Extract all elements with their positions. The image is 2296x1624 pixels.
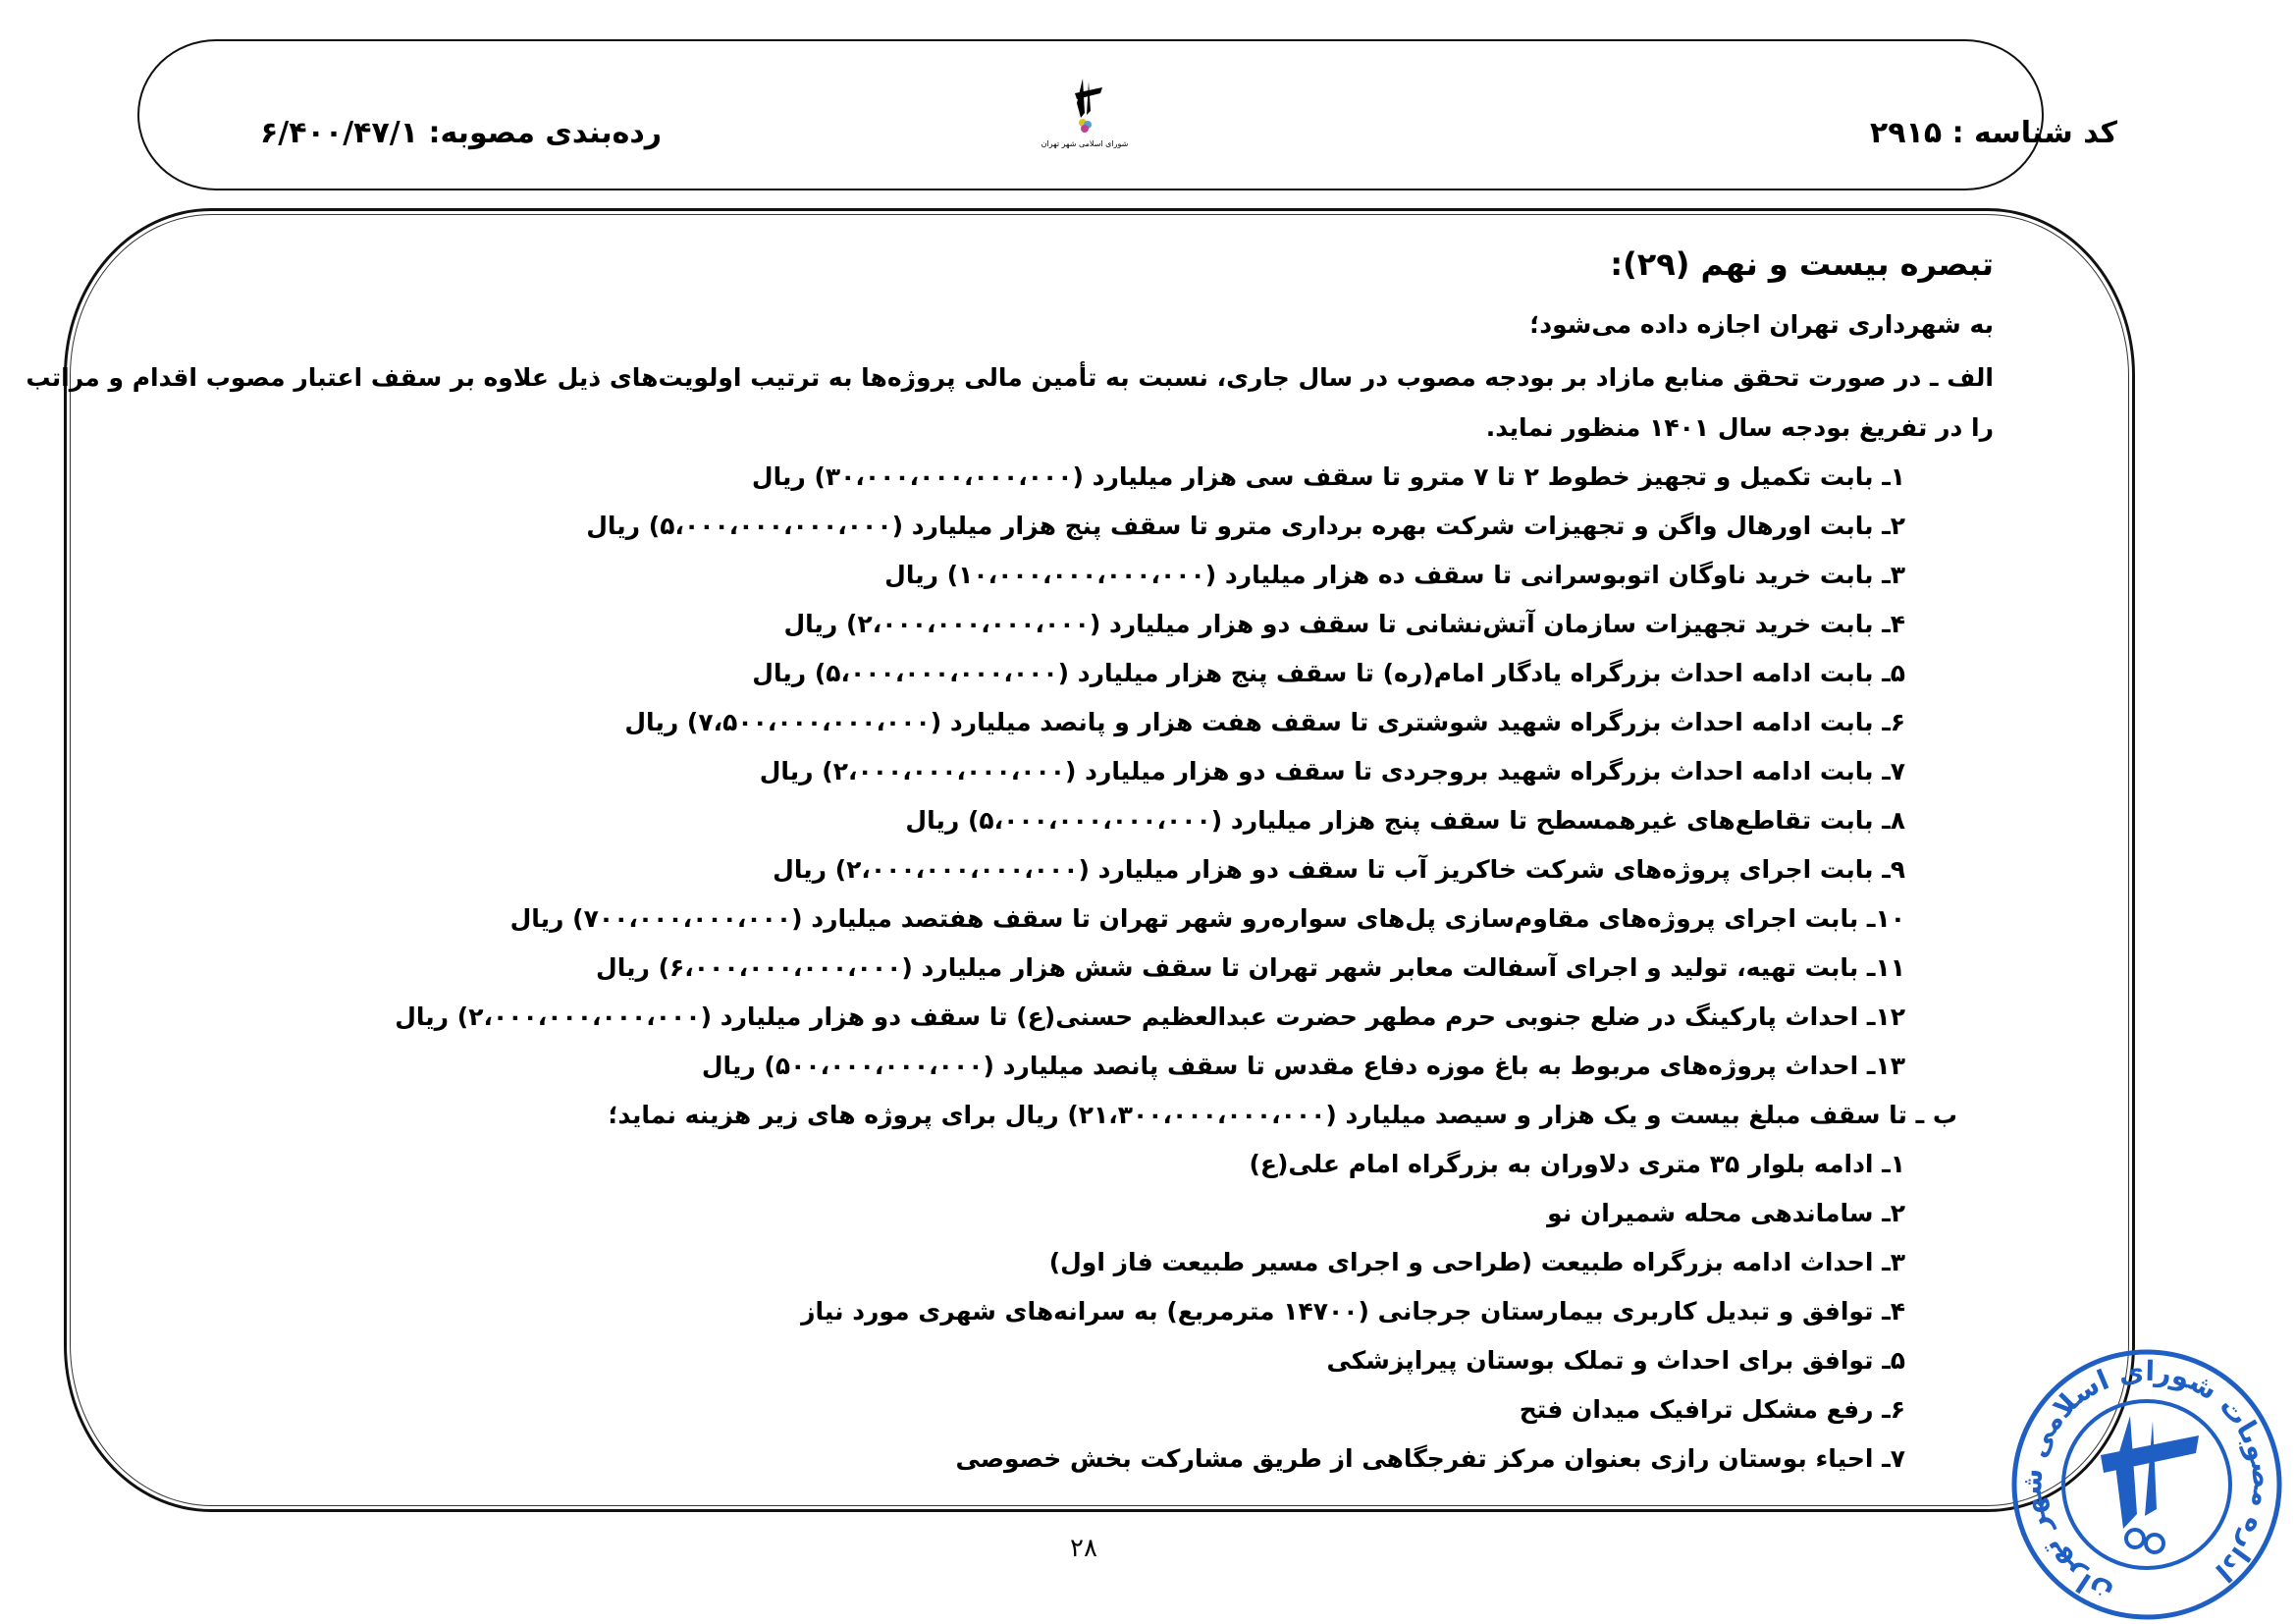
alef-item: ۱۱ـ بابت تهیه، تولید و اجرای آسفالت معابر شهر تهران تا سقف شش هزار میلیارد (۶،۰۰۰،۰۰۰،۰۰۰،۰۰۰) ریال [596,953,1905,982]
be-item: ۵ـ توافق برای احداث و تملک بوستان پیراپزشکی [1326,1346,1905,1375]
clause-alef-line-2: را در تفریغ بودجه سال ۱۴۰۱ منظور نماید. [1485,413,1994,442]
svg-text:اداره مصوبات شورای اسلامی شهر: اداره مصوبات شورای اسلامی شهر تهران [2015,1354,2280,1611]
council-logo [1041,74,1129,152]
be-item: ۳ـ احداث ادامه بزرگراه طبیعت (طراحی و اجرای مسیر طبیعت فاز اول) [1048,1248,1905,1276]
alef-item: ۱ـ بابت تکمیل و تجهیز خطوط ۲ تا ۷ مترو تا سقف سی هزار میلیارد (۳۰،۰۰۰،۰۰۰،۰۰۰،۰۰۰) ریال [751,462,1905,491]
clause-be: ب ـ تا سقف مبلغ بیست و یک هزار و سیصد میلیارد (۲۱،۳۰۰،۰۰۰،۰۰۰،۰۰۰) ریال برای پروژه های زیر هزینه نماید؛ [608,1101,1957,1129]
be-item: ۱ـ ادامه بلوار ۳۵ متری دلاوران به بزرگراه امام علی(ع) [1249,1150,1905,1178]
alef-item: ۹ـ بابت اجرای پروژه‌های شرکت خاکریز آب تا سقف دو هزار میلیارد (۲،۰۰۰،۰۰۰،۰۰۰،۰۰۰) ریال [773,855,1905,884]
page-number: ۲۸ [1070,1534,1097,1563]
alef-item: ۶ـ بابت ادامه احداث بزرگراه شهید شوشتری تا سقف هفت هزار و پانصد میلیارد (۷،۵۰۰،۰۰۰،۰۰۰،۰۰۰) ریال [624,708,1905,736]
resolution-classification: رده‌بندی مصوبه: ۶/۴۰۰/۴۷/۱ [260,116,663,150]
be-item: ۶ـ رفع مشکل ترافیک میدان فتح [1519,1395,1905,1424]
svg-text:شورای اسلامی شهر تهران: شورای اسلامی شهر تهران [1041,139,1129,148]
official-stamp [2007,1347,2287,1622]
alef-item: ۲ـ بابت اورهال واگن و تجهیزات شرکت بهره برداری مترو تا سقف پنج هزار میلیارد (۵،۰۰۰،۰۰۰،۰۰۰،۰۰۰) ریال [586,512,1905,540]
alef-item: ۱۳ـ احداث پروژه‌های مربوط به باغ موزه دفاع مقدس تا سقف پانصد میلیارد (۵۰۰،۰۰۰،۰۰۰،۰۰۰) ریال [701,1052,1905,1080]
alef-item: ۷ـ بابت ادامه احداث بزرگراه شهید بروجردی تا سقف دو هزار میلیارد (۲،۰۰۰،۰۰۰،۰۰۰،۰۰۰) ریال [759,757,1905,785]
alef-item: ۸ـ بابت تقاطع‌های غیرهمسطح تا سقف پنج هزار میلیارد (۵،۰۰۰،۰۰۰،۰۰۰،۰۰۰) ریال [905,806,1905,835]
document-code: کد شناسه : ۲۹۱۵ [1869,116,2117,150]
be-item: ۲ـ ساماندهی محله شمیران نو [1547,1199,1905,1227]
alef-item: ۴ـ بابت خرید تجهیزات سازمان آتش‌نشانی تا سقف دو هزار میلیارد (۲،۰۰۰،۰۰۰،۰۰۰،۰۰۰) ریال [783,610,1905,638]
be-item: ۷ـ احیاء بوستان رازی بعنوان مرکز تفرجگاهی از طریق مشارکت بخش خصوصی [955,1444,1905,1473]
section-title: تبصره بیست و نهم (۲۹): [1610,245,1994,283]
intro-text: به شهرداری تهران اجازه داده می‌شود؛ [1529,310,1994,339]
be-item: ۴ـ توافق و تبدیل کاربری بیمارستان جرجانی (۱۴۷۰۰ مترمربع) به سرانه‌های شهری مورد نیاز [801,1297,1905,1326]
alef-item: ۵ـ بابت ادامه احداث بزرگراه یادگار امام(ره) تا سقف پنج هزار میلیارد (۵،۰۰۰،۰۰۰،۰۰۰،۰۰۰) ریال [752,659,1905,687]
alef-item: ۱۰ـ بابت اجرای پروژه‌های مقاوم‌سازی پل‌های سواره‌رو شهر تهران تا سقف هفتصد میلیارد (۷۰۰،۰۰۰،۰۰۰،۰۰۰) ریال [509,904,1905,933]
alef-item: ۳ـ بابت خرید ناوگان اتوبوسرانی تا سقف ده هزار میلیارد (۱۰،۰۰۰،۰۰۰،۰۰۰،۰۰۰) ریال [884,561,1905,589]
clause-alef-line-1: الف ـ در صورت تحقق منابع مازاد بر بودجه مصوب در سال جاری، نسبت به تأمین مالی پروژه‌ها به ترتیب اولویت‌های ذیل علاوه بر سقف اعتبار مصوب اقدام و مراتب [26,363,1994,392]
alef-item: ۱۲ـ احداث پارکینگ در ضلع جنوبی حرم مطهر حضرت عبدالعظیم حسنی(ع) تا سقف دو هزار میلیارد (۲،۰۰۰،۰۰۰،۰۰۰،۰۰۰) ریال [395,1002,1905,1031]
